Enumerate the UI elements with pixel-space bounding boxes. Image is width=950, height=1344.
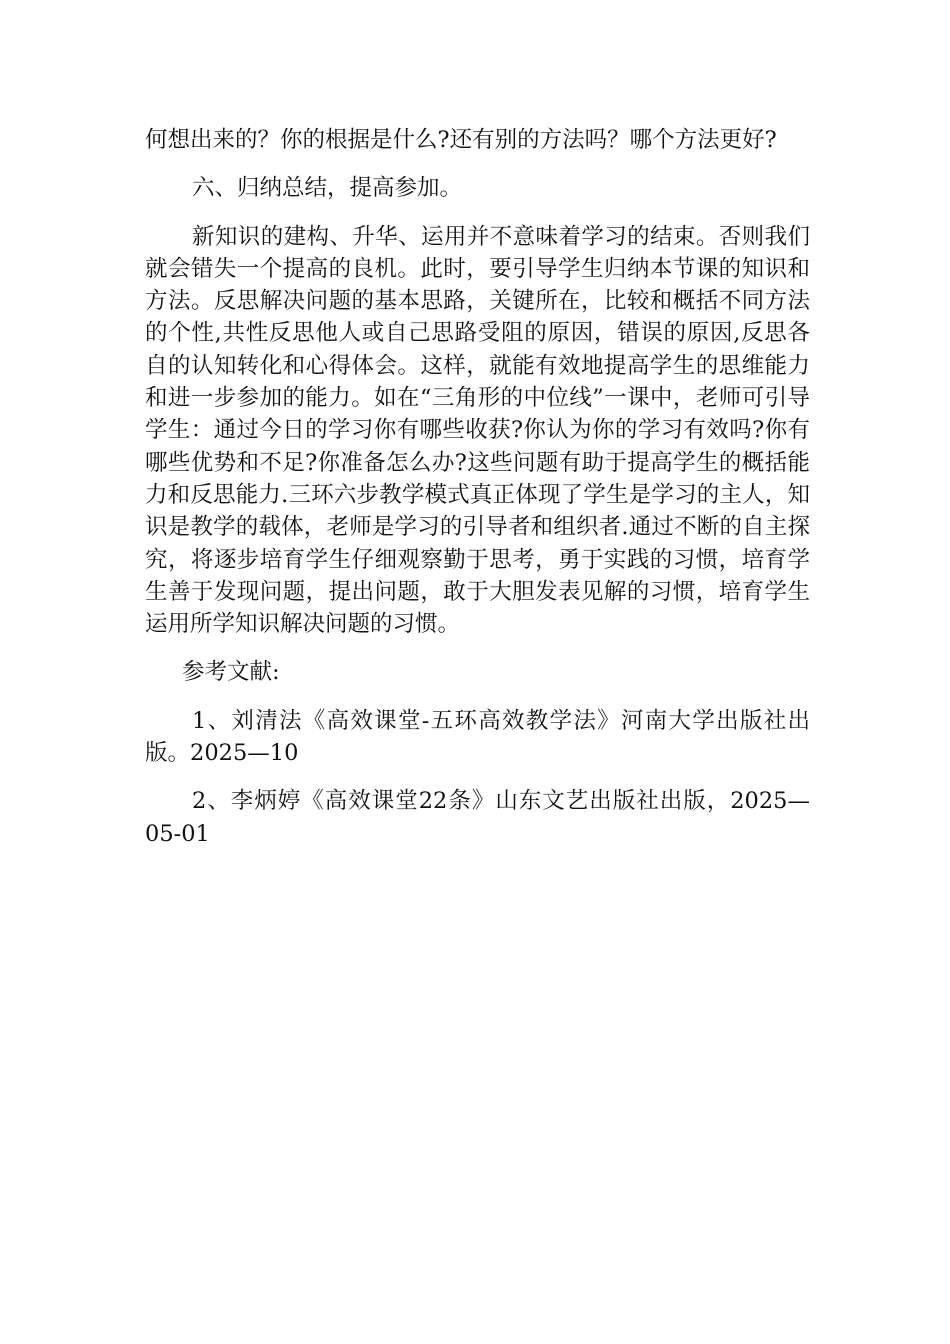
reference-item-1: 1、刘清法《高效课堂-五环高效教学法》河南大学出版社出版。2025—10 (145, 707, 810, 767)
document-body (145, 124, 810, 850)
section-heading: 六、归纳总结，提高参加。 (192, 175, 463, 202)
reference-item-2: 2、李炳婷《高效课堂22条》山东文艺出版社出版，2025—05-01 (145, 788, 810, 847)
paragraph-continuation: 何想出来的？你的根据是什么?还有别的方法吗？哪个方法更好? (145, 127, 777, 153)
paragraph-body: 新知识的建构、升华、运用并不意味着学习的结束。否则我们就会错失一个提高的良机。此时，要引导学生归纳本节课的知识和方法。反思解决问题的基本思路，关键所在，比较和概括不同方法的个性,共性反思他人或自己思路受阻的原因，错误的原因,反思各自的认知转化和心得体会。这样，就能有效地提高学生的思维能力和进一步参加的能力。如在“三角形的中位线”一课中，老师可引导学生：通过今日的学习你有哪些收获?你认为你的学习有效吗?你有哪些优势和不足?你准备怎么办?这些问题有助于提高学生的概括能力和反思能力.三环六步教学模式真正体现了学生是学习的主人，知识是教学的载体，老师是学习的引导者和组织者.通过不断的自主探究，将逐步培育学生仔细观察勤于思考，勇于实践的习惯，培育学生善于发现问题，提出问题，敢于大胆发表见解的习惯，培育学生运用所学知识解决问题的习惯。 (145, 223, 810, 638)
references-title: 参考文献: (182, 659, 280, 686)
